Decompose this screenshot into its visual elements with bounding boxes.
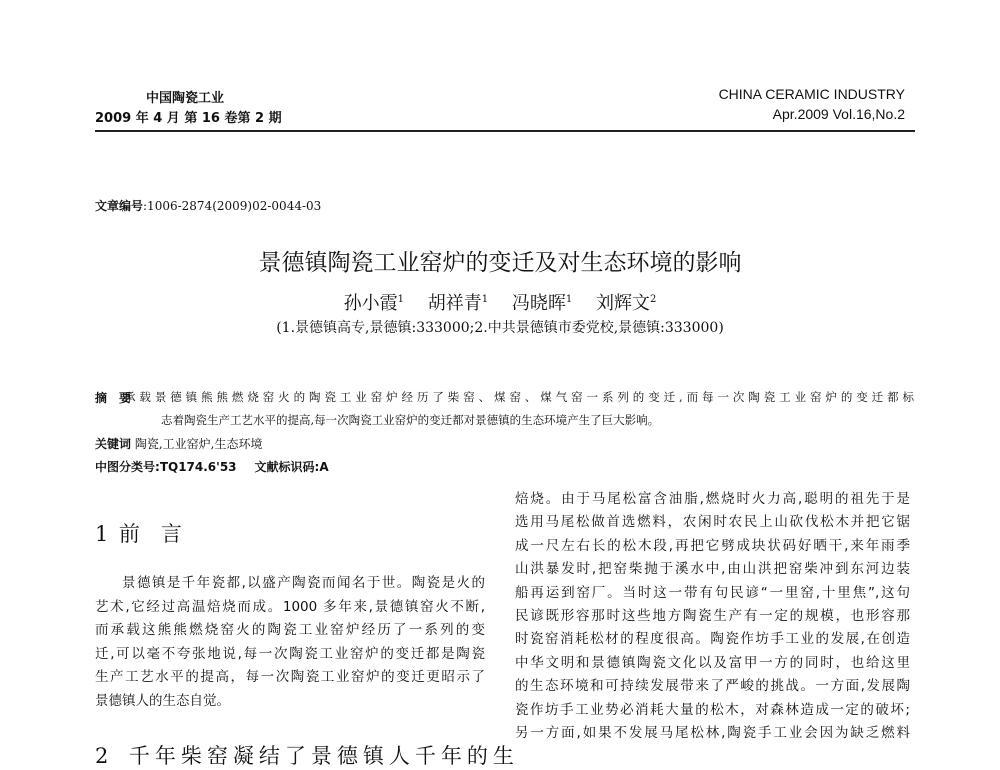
paragraph-line: 时瓷窑消耗松材的程度很高。陶瓷作坊手工业的发展,在创造 — [515, 631, 910, 648]
paragraph-line: 焙烧。由于马尾松富含油脂,燃烧时火力高,聪明的祖先于是 — [515, 491, 910, 507]
author: 刘辉文$^2$ — [595, 293, 657, 314]
journal-name-cn: 中国陶瓷工业 — [146, 91, 225, 106]
paragraph-line: 艺术,它经过高温焙烧而成。1000 多年来,景德镇窑火不断, — [95, 598, 485, 615]
header-rule — [95, 130, 915, 132]
abstract-label: 摘 要 — [95, 391, 132, 405]
classification: 中图分类号:TQ174.6'53 文献标识码:A — [95, 460, 329, 474]
paragraph-line: 而承载这熊熊燃烧窑火的陶瓷工业窑炉经历了一系列的变 — [95, 622, 485, 638]
keywords-label: 关键词 — [95, 437, 132, 451]
paragraph-line: 选用马尾松做首选燃料，农闲时农民上山砍伐松木并把它锯 — [515, 514, 910, 531]
paragraph-line: 民谚既形容那时这些地方陶瓷生产有一定的规模，也形容那 — [515, 608, 910, 624]
author: 胡祥青$^1$ — [427, 293, 489, 314]
paragraph-line: 生产工艺水平的提高，每一次陶瓷工业窑炉的变迁更昭示了 — [95, 669, 485, 685]
paragraph-line: 瓷作坊手工业势必消耗大量的松木，对森林造成一定的破坏; — [515, 701, 910, 718]
section-heading-2: 2 千年柴窑凝结了景德镇人千年的生 — [95, 744, 519, 768]
article-number-value: :1006-2874(2009)02-0044-03 — [143, 199, 322, 213]
section-heading-1: 1 前 言 — [95, 522, 182, 546]
abstract-line: 志着陶瓷生产工艺水平的提高,每一次陶瓷工业窑炉的变迁都对景德镇的生态环境产生了巨大影响。 — [161, 413, 660, 427]
author: 孙小霞$^1$ — [343, 293, 405, 314]
keywords-value: 陶瓷,工业窑炉,生态环境 — [134, 437, 263, 451]
issue-info-en: Apr.2009 Vol.16,No.2 — [772, 106, 905, 122]
paragraph-line: 迁,可以毫不夸张地说,每一次陶瓷工业窑炉的变迁都是陶瓷 — [95, 645, 485, 662]
affiliations: (1.景德镇高专,景德镇:333000;2.中共景德镇市委党校,景德镇:333000) — [276, 320, 724, 336]
author: 冯晓晖$^1$ — [511, 293, 573, 314]
paragraph-line: 的生态环境和可持续发展带来了严峻的挑战。一方面,发展陶 — [515, 678, 910, 695]
paragraph-line: 山洪暴发时,把窑柴抛于溪水中,由山洪把窑柴冲到东河边装 — [515, 561, 910, 578]
paragraph-line: 船再运到窑厂。当时这一带有句民谚“一里窑,十里焦”,这句 — [515, 584, 910, 601]
author-list — [0, 289, 1000, 315]
article-number — [95, 197, 321, 214]
paragraph-line: 另一方面,如果不发展马尾松林,陶瓷手工业会因为缺乏燃料 — [515, 725, 910, 741]
article-number-label: 文章编号 — [95, 199, 144, 213]
paragraph-line: 景德镇人的生态自觉。 — [95, 692, 230, 709]
paper-title: 景德镇陶瓷工业窑炉的变迁及对生态环境的影响 — [258, 250, 742, 276]
journal-name-en: CHINA CERAMIC INDUSTRY — [718, 86, 905, 102]
paragraph-line: 中华文明和景德镇陶瓷文化以及富甲一方的同时，也给这里 — [515, 654, 910, 671]
paragraph-line: 景德镇是千年瓷都,以盛产陶瓷而闻名于世。陶瓷是火的 — [122, 575, 485, 591]
paragraph-line: 成一尺左右长的松木段,再把它劈成块状码好晒干,来年雨季 — [515, 537, 910, 554]
keywords — [95, 435, 262, 452]
abstract-line: 承载景德镇熊熊燃烧窑火的陶瓷工业窑炉经历了柴窑、煤窑、煤气窑一系列的变迁,而每一次陶瓷工业窑炉的变迁都标 — [124, 390, 914, 404]
issue-info-cn: 2009 年 4 月 第 16 卷第 2 期 — [95, 111, 282, 126]
